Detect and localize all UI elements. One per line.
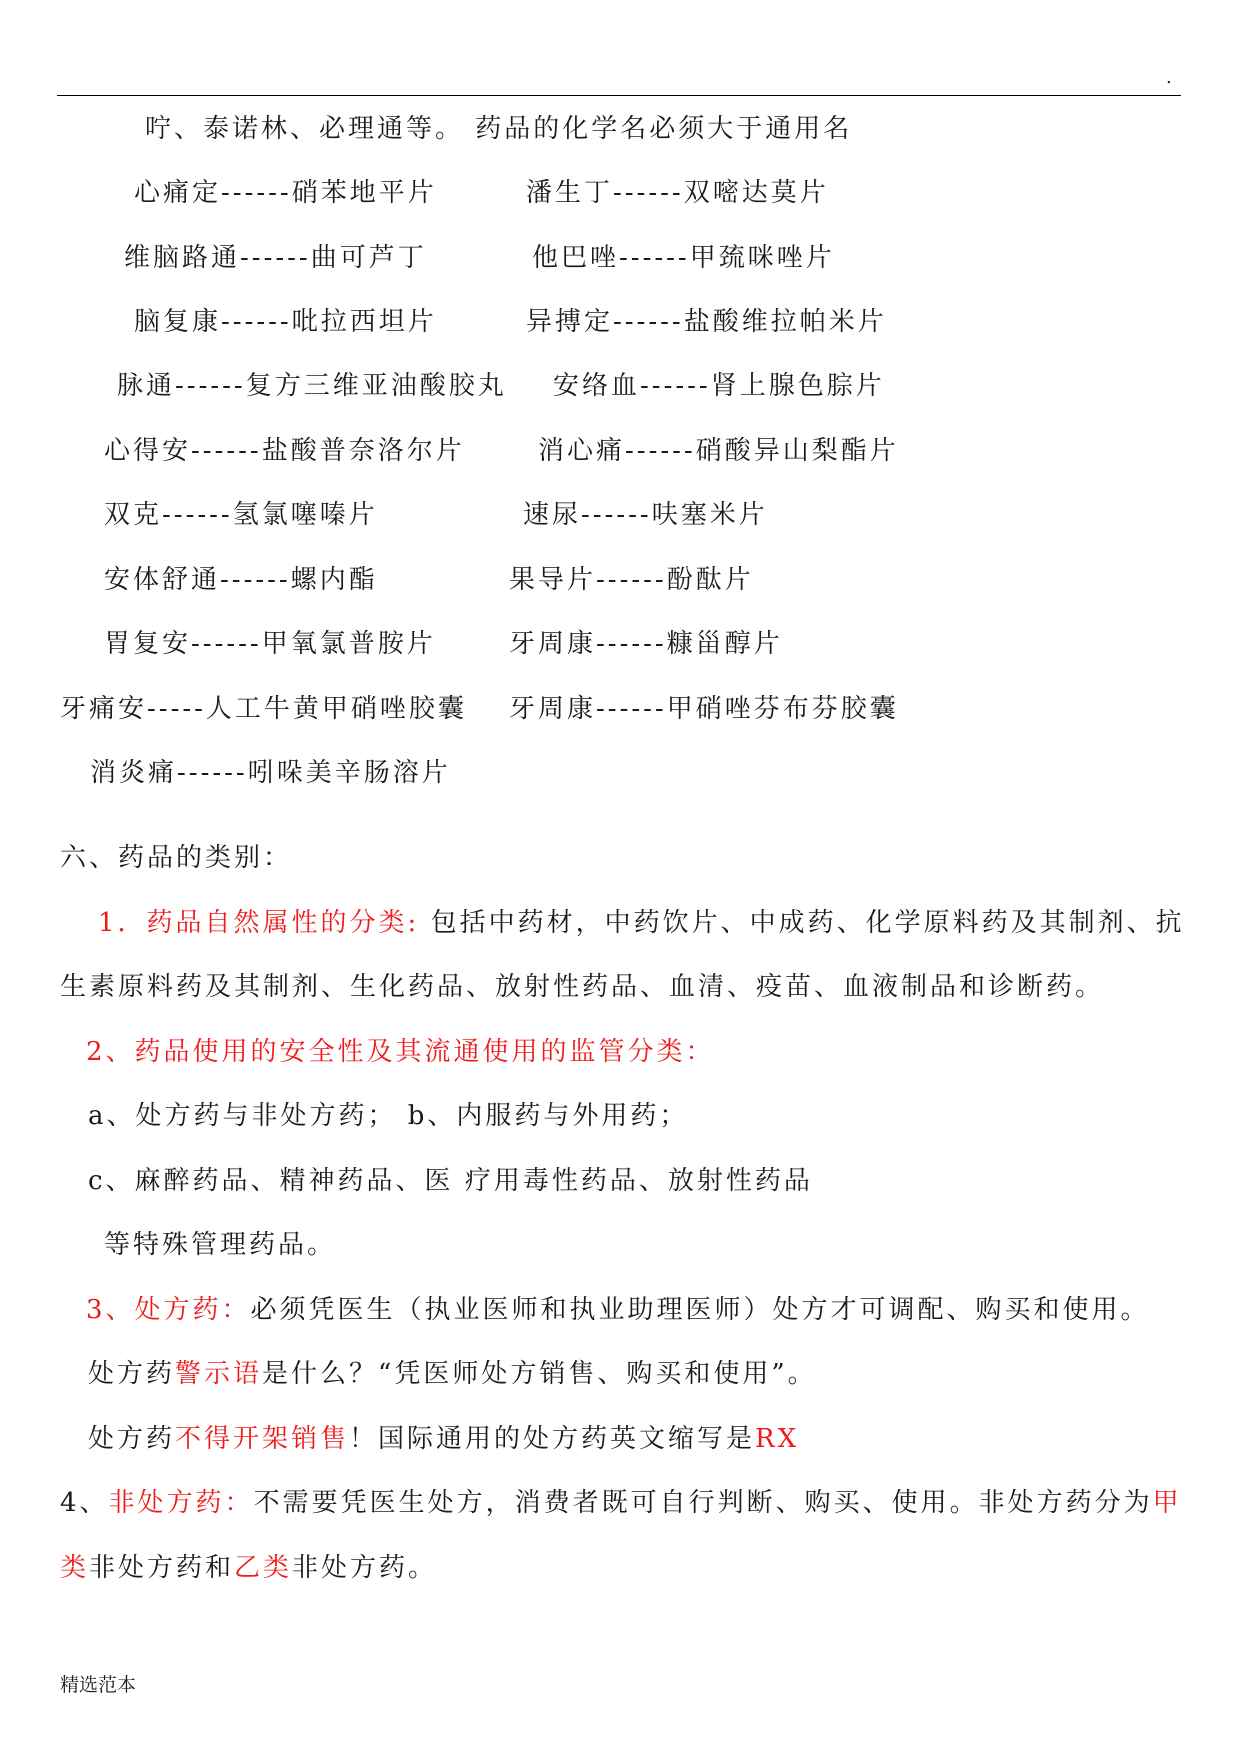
item1-line-2: 生素原料药及其制剂、生化药品、放射性药品、血清、疫苗、血液制品和诊断药。 [60,972,1105,1002]
drug-pair-left: 心得安------盐酸普奈洛尔片 [104,436,465,466]
item2-c: c、麻醉药品、精神药品、医 疗用毒性药品、放射性药品 [88,1166,813,1196]
item2-label: 2、药品使用的安全性及其流通使用的监管分类： [86,1037,715,1067]
item4-end: 非处方药。 [292,1553,438,1583]
item3-label: 3、处方药： [86,1295,251,1325]
item3-text: 必须凭医生（执业医师和执业助理医师）处方才可调配、购买和使用。 [250,1295,1150,1325]
shelf-mid: ！国际通用的处方药英文缩写是 [349,1424,756,1454]
item1-text: 包括中药材，中药饮片、中成药、化学原料药及其制剂、抗 [419,908,1185,938]
drug-pair-left: 安体舒通------螺内酯 [104,565,378,595]
header-dot: . [1166,67,1172,88]
warning-pre: 处方药 [88,1359,176,1389]
section-title: 六、药品的类别： [60,843,293,873]
intro-line: 咛、泰诺林、必理通等。 药品的化学名必须大于通用名 [145,114,853,144]
drug-pair-right: 潘生丁------双嘧达莫片 [526,178,829,208]
drug-pair-left: 消炎痛------吲哚美辛肠溶片 [90,758,451,788]
drug-pair-left: 脑复康------吡拉西坦片 [134,307,437,337]
item4-text: 不需要凭医生处方，消费者既可自行判断、购买、使用。非处方药分为 [253,1488,1153,1518]
warning-post: 是什么？“凭医师处方销售、购买和使用”。 [262,1359,817,1389]
item4-jia: 甲 [1152,1488,1182,1518]
drug-pair-left: 维脑路通------曲可芦丁 [124,243,427,273]
drug-pair-right: 牙周康------甲硝唑芬布芬胶囊 [509,694,899,724]
shelf-keyword: 不得开架销售 [175,1424,350,1454]
rx-abbrev: RX [755,1424,800,1454]
item4-lei: 类 [60,1553,90,1583]
drug-pair-left: 牙痛安-----人工牛黄甲硝唑胶囊 [60,694,467,724]
warning-keyword: 警示语 [175,1359,263,1389]
drug-pair-left: 脉通------复方三维亚油酸胶丸 [117,371,507,401]
drug-pair-right: 牙周康------糠甾醇片 [509,629,783,659]
item4-line [60,1486,1182,1520]
item4-line-2 [60,1551,437,1585]
drug-pair-right: 他巴唑------甲巯咪唑片 [532,243,835,273]
drug-pair-right: 速尿------呋塞米片 [523,500,768,530]
drug-pair-right: 安络血------肾上腺色腙片 [553,371,885,401]
drug-pair-right: 异搏定------盐酸维拉帕米片 [526,307,887,337]
header-rule [57,95,1181,96]
drug-pair-left: 双克------氢氯噻嗪片 [104,500,378,530]
item2-ab: a、处方药与非处方药； b、内服药与外用药； [88,1101,689,1131]
item1-label: 1．药品自然属性的分类: [98,908,420,938]
item3-line [86,1293,1150,1327]
drug-pair-left: 心痛定------硝苯地平片 [134,178,437,208]
shelf-line [88,1422,799,1456]
item1-line [98,906,1185,940]
item4-num: 4、 [60,1488,109,1518]
item4-mid: 非处方药和 [89,1553,235,1583]
drug-pair-right: 果导片------酚酞片 [509,565,754,595]
footer-text: 精选范本 [60,1674,137,1696]
warning-line [88,1357,817,1391]
shelf-pre: 处方药 [88,1424,176,1454]
item4-yi: 乙类 [234,1553,293,1583]
item2-c2: 等特殊管理药品。 [104,1230,337,1260]
drug-pair-right: 消心痛------硝酸异山梨酯片 [538,436,899,466]
drug-pair-left: 胃复安------甲氧氯普胺片 [104,629,436,659]
item4-label: 非处方药： [108,1488,254,1518]
